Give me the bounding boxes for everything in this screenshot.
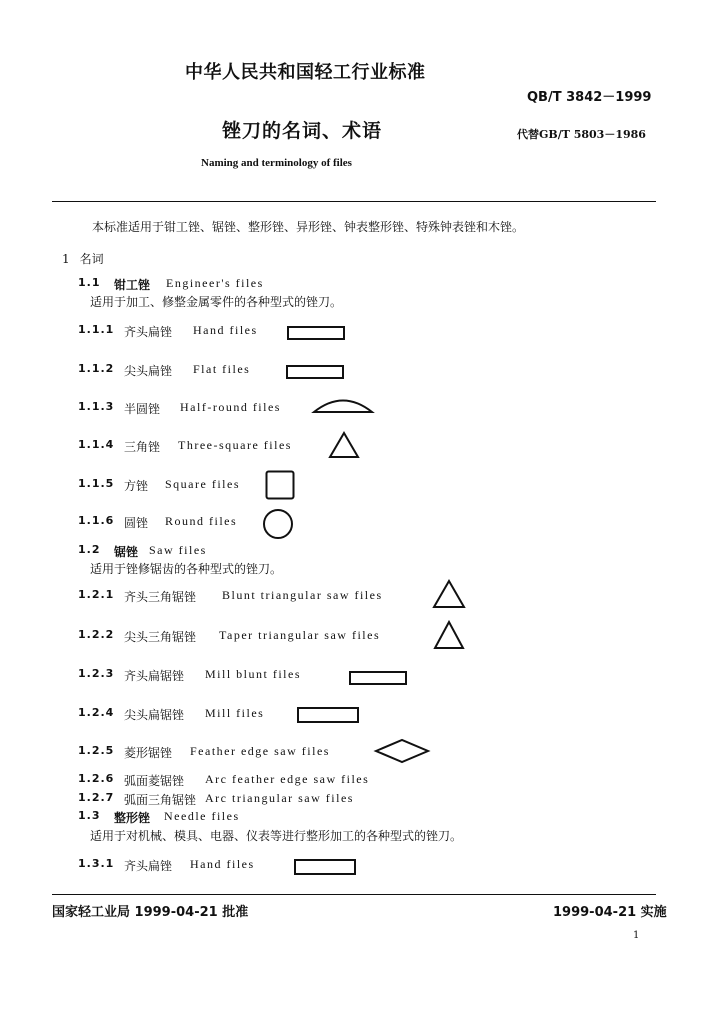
- entry-number: 1.1.5: [78, 477, 115, 490]
- entry-number: 1.1.4: [78, 438, 115, 451]
- header-divider: [52, 201, 656, 202]
- entry-english-term: Arc triangular saw files: [205, 791, 354, 805]
- entry-number: 1.1.6: [78, 514, 115, 527]
- triangle-cross-section-icon: [432, 579, 466, 609]
- section-heading: [62, 250, 104, 267]
- scope-paragraph: 本标准适用于钳工锉、锯锉、整形锉、异形锉、钟表整形锉、特殊钟表锉和木锉。: [92, 220, 525, 234]
- entry-1-2-7: [0, 791, 708, 811]
- entry-chinese-term: 齐头扁锯锉: [124, 669, 185, 683]
- circle-cross-section-icon: [262, 508, 294, 540]
- entry-number: 1.2.7: [78, 791, 115, 804]
- entry-chinese-term: 半圆锉: [124, 402, 161, 416]
- page-number: 1: [633, 930, 640, 941]
- entry-english-term: Hand files: [190, 857, 255, 871]
- entry-english-term: Taper triangular saw files: [219, 628, 381, 642]
- entry-chinese-term: 圆锉: [124, 516, 149, 530]
- entry-chinese-term: 弧面三角锯锉: [124, 793, 197, 807]
- triangle-cross-section-icon: [433, 620, 465, 650]
- entry-1-1-2: [0, 362, 708, 382]
- entry-english-term: Round files: [165, 514, 238, 528]
- implementation-date: 1999-04-21 实施: [553, 905, 667, 920]
- entry-english-term: Engineer's files: [166, 276, 264, 290]
- rectangle-cross-section-icon: [294, 859, 356, 875]
- entry-number: 1.3.1: [78, 857, 115, 870]
- entry-1-2-1: [0, 588, 708, 608]
- entry-number: 1.2.3: [78, 667, 115, 680]
- entry-chinese-term: 尖头扁锯锉: [124, 708, 185, 722]
- entry-number: 1.2.5: [78, 744, 115, 757]
- entry-english-term: Mill blunt files: [205, 667, 301, 681]
- entry-1-3: [0, 809, 708, 829]
- entry-1-2-5: [0, 744, 708, 764]
- entry-number: 1.2: [78, 543, 101, 556]
- rectangle-cross-section-icon: [297, 707, 359, 723]
- entry-1-1-1: [0, 323, 708, 343]
- entry-number: 1.1.1: [78, 323, 115, 336]
- approval-statement: 国家轻工业局 1999-04-21 批准: [52, 905, 249, 920]
- entry-description: 适用于加工、修整金属零件的各种型式的锉刀。: [90, 295, 343, 309]
- entry-english-term: Three-square files: [178, 438, 292, 452]
- entry-chinese-term: 钳工锉: [114, 278, 151, 292]
- entry-english-term: Flat files: [193, 362, 251, 376]
- entry-1-2-6: [0, 772, 708, 792]
- document-title: 锉刀的名词、术语: [222, 120, 383, 142]
- triangle-cross-section-icon: [328, 431, 360, 459]
- entry-english-term: Mill files: [205, 706, 265, 720]
- footer-divider: [52, 894, 656, 895]
- rectangle-cross-section-icon: [287, 326, 345, 340]
- standard-code: QB/T 3842－1999: [527, 90, 652, 105]
- replaces-standard: 代替GB/T 5803－1986: [517, 128, 646, 141]
- entry-chinese-term: 整形锉: [114, 811, 151, 825]
- entry-english-term: Arc feather edge saw files: [205, 772, 370, 786]
- half-round-cross-section-icon: [312, 397, 374, 415]
- entry-chinese-term: 菱形锯锉: [124, 746, 173, 760]
- issuing-organization: 中华人民共和国轻工行业标准: [185, 62, 426, 83]
- entry-english-term: Needle files: [164, 809, 240, 823]
- entry-chinese-term: 齐头扁锉: [124, 325, 173, 339]
- entry-number: 1.2.2: [78, 628, 115, 641]
- rhombus-cross-section-icon: [374, 738, 430, 764]
- entry-number: 1.2.1: [78, 588, 115, 601]
- rectangle-cross-section-icon: [286, 365, 344, 379]
- entry-chinese-term: 尖头扁锉: [124, 364, 173, 378]
- square-cross-section-icon: [265, 470, 295, 500]
- section-title: 名词: [79, 252, 104, 266]
- entry-number: 1.2.4: [78, 706, 115, 719]
- entry-english-term: Hand files: [193, 323, 258, 337]
- rectangle-cross-section-icon: [349, 671, 407, 685]
- entry-english-term: Square files: [165, 477, 240, 491]
- entry-number: 1.1.3: [78, 400, 115, 413]
- entry-chinese-term: 方锉: [124, 479, 149, 493]
- entry-english-term: Feather edge saw files: [190, 744, 330, 758]
- entry-description: 适用于对机械、模具、电器、仪表等进行整形加工的各种型式的锉刀。: [90, 829, 463, 843]
- english-title: Naming and terminology of files: [201, 157, 352, 169]
- entry-english-term: Blunt triangular saw files: [222, 588, 383, 602]
- entry-number: 1.1.2: [78, 362, 115, 375]
- entry-1-2-2: [0, 628, 708, 648]
- entry-chinese-term: 弧面菱锯锉: [124, 774, 185, 788]
- entry-1-1-5: [0, 477, 708, 497]
- entry-chinese-term: 尖头三角锯锉: [124, 630, 197, 644]
- entry-description: 适用于锉修锯齿的各种型式的锉刀。: [90, 562, 283, 576]
- entry-number: 1.3: [78, 809, 101, 822]
- entry-chinese-term: 锯锉: [114, 545, 139, 559]
- entry-english-term: Half-round files: [180, 400, 281, 414]
- section-number: 1: [62, 252, 70, 266]
- entry-1-1-6: [0, 514, 708, 534]
- entry-chinese-term: 三角锉: [124, 440, 161, 454]
- entry-chinese-term: 齐头扁锉: [124, 859, 173, 873]
- entry-number: 1.2.6: [78, 772, 115, 785]
- entry-chinese-term: 齐头三角锯锉: [124, 590, 197, 604]
- entry-english-term: Saw files: [149, 543, 207, 557]
- entry-number: 1.1: [78, 276, 101, 289]
